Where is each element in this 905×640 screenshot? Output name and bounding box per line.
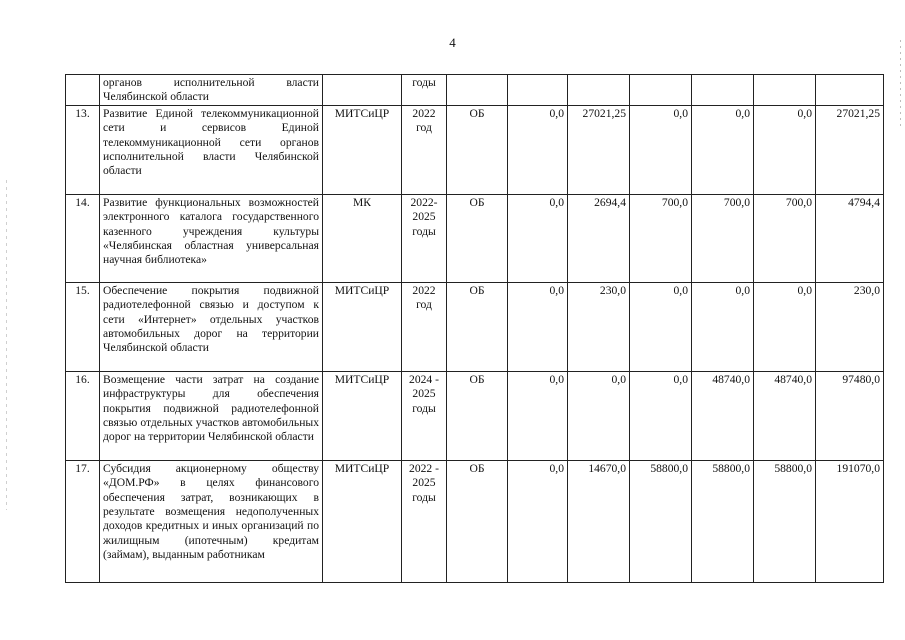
amount-cell: 58800,0 (692, 460, 754, 582)
amount-cell: 0,0 (568, 371, 630, 460)
row-number: 16. (66, 371, 100, 460)
row-number: 14. (66, 194, 100, 282)
amount-cell (630, 75, 692, 106)
executor-cell (323, 75, 402, 106)
measure-description: органов исполнительной власти Челябинской области (100, 75, 323, 106)
total-cell: 4794,4 (816, 194, 884, 282)
period-cell: 2022 год (402, 105, 447, 194)
executor-cell: МИТСиЦР (323, 460, 402, 582)
measure-description: Субсидия акционерному обществу «ДОМ.РФ» в целях финансового обеспечения затрат, возникающих в результате возмещения недополученных доходов кредитных и иных организаций по жилищным (ипотечным) кредитам (займам), выданным работникам (100, 460, 323, 582)
budget-table (65, 74, 884, 583)
row-number: 13. (66, 105, 100, 194)
table-row (66, 194, 884, 282)
amount-cell (568, 75, 630, 106)
amount-cell: 0,0 (630, 105, 692, 194)
table-row (66, 75, 884, 106)
amount-cell: 0,0 (508, 460, 568, 582)
amount-cell: 0,0 (754, 105, 816, 194)
amount-cell: 0,0 (508, 282, 568, 371)
amount-cell: 230,0 (568, 282, 630, 371)
period-cell: 2022 год (402, 282, 447, 371)
amount-cell (508, 75, 568, 106)
total-cell: 230,0 (816, 282, 884, 371)
page-number: 4 (449, 35, 456, 50)
funding-source-cell: ОБ (447, 460, 508, 582)
row-number: 17. (66, 460, 100, 582)
amount-cell: 0,0 (508, 105, 568, 194)
amount-cell: 48740,0 (754, 371, 816, 460)
amount-cell: 0,0 (508, 371, 568, 460)
executor-cell: МК (323, 194, 402, 282)
table-row (66, 282, 884, 371)
amount-cell: 700,0 (692, 194, 754, 282)
funding-source-cell: ОБ (447, 105, 508, 194)
amount-cell: 0,0 (754, 282, 816, 371)
funding-source-cell (447, 75, 508, 106)
amount-cell: 0,0 (508, 194, 568, 282)
measure-description: Развитие функциональных возможностей электронного каталога государственного казенного учреждения культуры «Челябинская областная универсальная научная библиотека» (100, 194, 323, 282)
amount-cell: 0,0 (630, 371, 692, 460)
table-row (66, 105, 884, 194)
period-cell: 2022 - 2025 годы (402, 460, 447, 582)
amount-cell: 0,0 (692, 105, 754, 194)
table-row (66, 371, 884, 460)
scan-edge-mark-right (900, 40, 901, 130)
amount-cell (754, 75, 816, 106)
funding-source-cell: ОБ (447, 371, 508, 460)
period-cell: 2022-2025 годы (402, 194, 447, 282)
amount-cell: 700,0 (754, 194, 816, 282)
scan-edge-mark-left (6, 180, 7, 510)
amount-cell: 48740,0 (692, 371, 754, 460)
funding-source-cell: ОБ (447, 194, 508, 282)
measure-description: Развитие Единой телекоммуникационной сети и сервисов Единой телекоммуникационной сети органов исполнительной власти Челябинской области (100, 105, 323, 194)
amount-cell: 58800,0 (754, 460, 816, 582)
amount-cell (692, 75, 754, 106)
table-row (66, 460, 884, 582)
amount-cell: 58800,0 (630, 460, 692, 582)
period-cell: годы (402, 75, 447, 106)
funding-source-cell: ОБ (447, 282, 508, 371)
executor-cell: МИТСиЦР (323, 105, 402, 194)
measure-description: Возмещение части затрат на создание инфраструктуры для обеспечения покрытия подвижной радиотелефонной связью отдельных участков автомобильных дорог на территории Челябинской области (100, 371, 323, 460)
executor-cell: МИТСиЦР (323, 282, 402, 371)
amount-cell: 27021,25 (568, 105, 630, 194)
total-cell: 97480,0 (816, 371, 884, 460)
row-number (66, 75, 100, 106)
amount-cell: 14670,0 (568, 460, 630, 582)
amount-cell: 700,0 (630, 194, 692, 282)
total-cell: 27021,25 (816, 105, 884, 194)
row-number: 15. (66, 282, 100, 371)
total-cell: 191070,0 (816, 460, 884, 582)
amount-cell: 0,0 (692, 282, 754, 371)
total-cell (816, 75, 884, 106)
measure-description: Обеспечение покрытия подвижной радиотелефонной связью и доступом к сети «Интернет» отдельных участков автомобильных дорог на территории Челябинской области (100, 282, 323, 371)
amount-cell: 2694,4 (568, 194, 630, 282)
period-cell: 2024 - 2025 годы (402, 371, 447, 460)
executor-cell: МИТСиЦР (323, 371, 402, 460)
amount-cell: 0,0 (630, 282, 692, 371)
